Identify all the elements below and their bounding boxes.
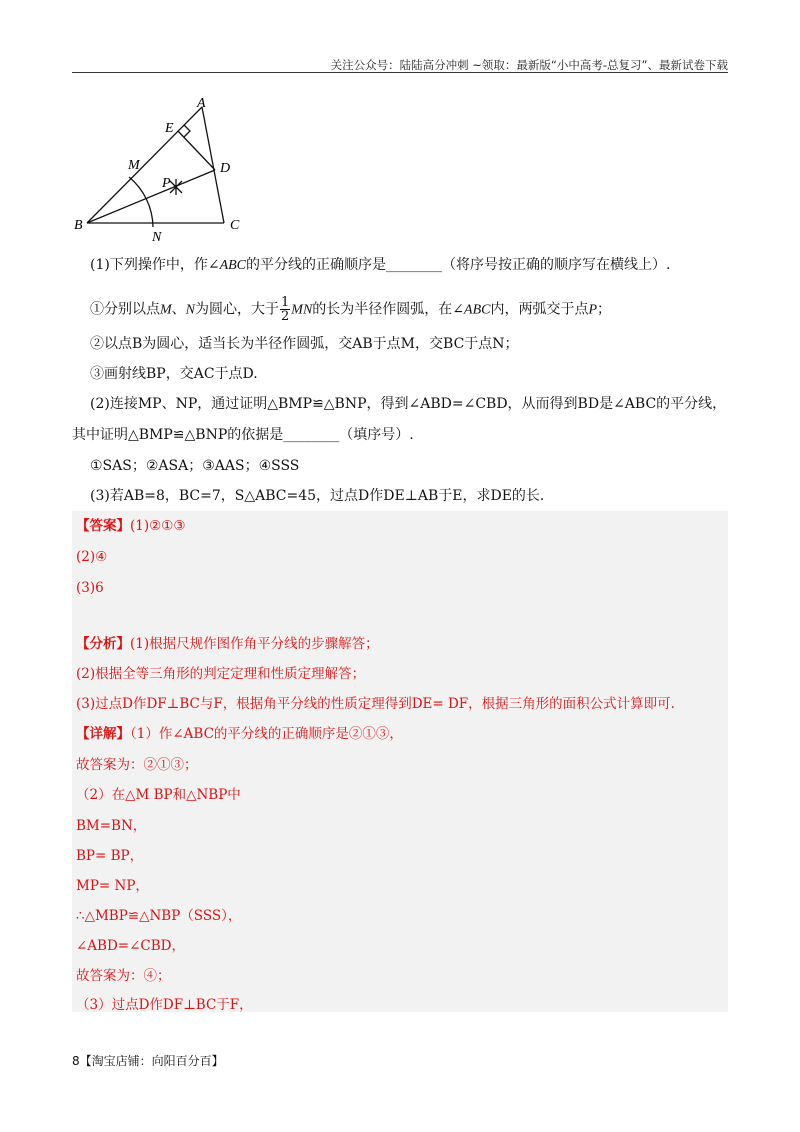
right-angle-mark: [184, 125, 190, 137]
page-header: 关注公众号：陆陆高分冲刺 ~领取：最新版“小中高考-总复习”、最新试卷下载: [330, 58, 728, 72]
label-a: A: [197, 96, 206, 111]
detail-line-6: MP= NP，: [76, 878, 149, 894]
question-2-line-1: (2)连接MP、NP，通过证明△BMP≌△BNP，得到∠ABD=∠CBD，从而得到BD是∠ABC的平分线，: [90, 396, 727, 412]
intersection-mark-p: [170, 179, 182, 195]
fraction-one-half: $\frac{1}{2}$: [281, 295, 290, 324]
answer-line-1: 【答案】(1)②①③: [76, 518, 186, 534]
analysis-line-3: (3)过点D作DF⊥BC与F，根据角平分线的性质定理得到DE= DF，根据三角形的面积公式计算即可.: [76, 696, 675, 712]
segment-de: [178, 131, 215, 170]
answer-options: ①SAS；②ASA；③AAS；④SSS: [90, 458, 300, 474]
label-m: M: [128, 158, 140, 173]
page-footer: 8【淘宝店铺：向阳百分百】: [72, 1054, 224, 1068]
label-b: B: [74, 218, 83, 233]
detail-line-9: 故答案为：④；: [76, 968, 171, 984]
question-1: (1)下列操作中，作∠ABC的平分线的正确顺序是________（将序号按正确的顺序写在横线上）.: [90, 257, 671, 273]
step-3: ③画射线BP，交AC于点D.: [90, 366, 258, 382]
detail-line-1: 【详解】（1）作∠ABC的平分线的正确顺序是②①③，: [76, 726, 403, 742]
geometry-figure: [72, 95, 272, 245]
step-2: ②以点B为圆心，适当长为半径作圆弧，交AB于点M，交BC于点N；: [90, 336, 519, 352]
step-1: ①分别以点M、N为圆心，大于 $\frac{1}{2}$ MN的长为半径作圆弧，在∠ABC内，两弧交于点P；: [90, 295, 612, 324]
label-e: E: [165, 121, 174, 136]
question-3: (3)若AB=8，BC=7，S△ABC=45，过点D作DE⊥AB于E，求DE的长.: [90, 488, 545, 504]
detail-line-4: BM=BN，: [76, 818, 147, 834]
answer-line-2: (2)④: [76, 549, 108, 565]
header-divider: [72, 72, 728, 73]
segment-bd: [87, 170, 215, 223]
answer-line-3: (3)6: [76, 580, 104, 596]
analysis-line-2: (2)根据全等三角形的判定定理和性质定理解答；: [76, 666, 366, 682]
detail-line-2: 故答案为：②①③；: [76, 757, 198, 773]
detail-line-3: （2）在△M BP和△NBP中: [76, 787, 241, 803]
label-d: D: [220, 161, 231, 176]
detail-line-10: （3）过点D作DF⊥BC于F，: [76, 997, 253, 1013]
arc-mn: [129, 177, 153, 227]
label-n: N: [152, 230, 162, 245]
label-c: C: [230, 218, 240, 233]
label-p: P: [162, 176, 171, 191]
analysis-line-1: 【分析】(1)根据尺规作图作角平分线的步骤解答；: [76, 636, 379, 652]
question-2-line-2: 其中证明△BMP≌△BNP的依据是________（填序号）.: [72, 427, 414, 443]
segment-ba: [87, 107, 202, 223]
detail-line-7: ∴△MBP≌△NBP（SSS），: [76, 908, 242, 924]
detail-line-8: ∠ABD=∠CBD，: [76, 938, 186, 954]
detail-line-5: BP= BP，: [76, 848, 144, 864]
